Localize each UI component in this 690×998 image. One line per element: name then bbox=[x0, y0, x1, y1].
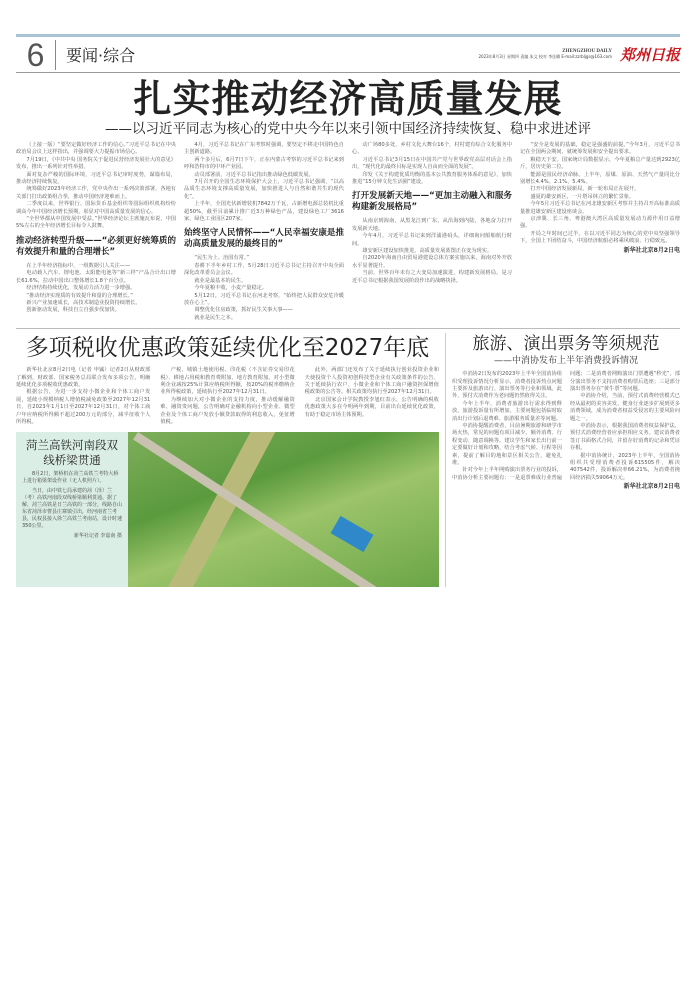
paragraph: 自2020年海南自由贸易港建设总体方案实施以来，海南对外开放水平显著提升。 bbox=[352, 255, 512, 269]
tax-headline: 多项税收优惠政策延续优化至2027年底 bbox=[25, 335, 430, 362]
article-column-3 bbox=[352, 142, 512, 322]
section-title: 要闻·综合 bbox=[66, 46, 136, 65]
paragraph: 两个多月后，6月7日下午，正在内蒙古考察的习近平总书记来到呼和浩特市的中环产业园。 bbox=[184, 156, 344, 171]
paragraph: 面对复杂严峻的国际环境，习近平总书记审时度势，谋篇布局，推动经济持续恢复。 bbox=[16, 171, 176, 186]
paragraph: “全世界都从中国发展中受益。”世界经济论坛主席施瓦布说，中国5%左右的全年经济增长目标令人鼓舞。 bbox=[16, 216, 176, 230]
paragraph: 今年5月习近平总书记在河北雄安新区考察并主持召开高标准高质量推进雄安新区建设座谈会。 bbox=[520, 201, 680, 215]
paragraph: 北京国家会计学院教授李旭红表示，公告明确的税收优惠政策大多在今明两年到期，目前出台延续优化政策，有助于稳定市场主体预期。 bbox=[304, 396, 439, 418]
paragraph: 从南京到海南，从黑龙江到广东，从沿海到内陆，各地奋力打开发展新天地。 bbox=[352, 218, 512, 232]
paragraph: 雄安新区建设加快推进，高质量发展蓝图正在变为现实。 bbox=[362, 248, 493, 255]
paragraph: 当日，由中铁七局承建的菏（泽）兰（考）高铁河南段双线桥梁顺利贯通。据了解，菏兰高铁是日兰高铁的一部分，线路自山东省菏泽市曹县庄寨镇引出，经河南省兰考县，民权县接入徐兰高铁兰考南站，设计时速350公里。 bbox=[22, 488, 123, 530]
lower-section bbox=[16, 333, 680, 587]
paragraph: 打开中国经济发展新局，新一轮布局正在展开。 bbox=[530, 186, 640, 193]
paragraph: 7月召开的全国生态环境保护大会上，习近平总书记强调，“以高品质生态环境支撑高质量发展，加快推进人与自然和谐共生的现代化”。 bbox=[184, 179, 344, 200]
article-column-4 bbox=[520, 142, 680, 322]
paragraph: 5月12日，习近平总书记在河北考察，“始终把人民群众安危冷暖放在心上”。 bbox=[184, 292, 344, 306]
paragraph: 盛夏的雄安新区，一片塔吊林立的繁忙景象。 bbox=[530, 193, 635, 200]
paragraph: “民生为上、治国有常。” bbox=[194, 255, 250, 262]
paragraph: 中消协提醒消费者，目前暑期旅游和研学市场火热，常见的问题有项目减少、额外消费、行程变动、随意调换等。建议学生和家长出行前一定要做好计划和攻略，结合考虑气候、行程等因素，提前了解目的地和景区相关公告，避免扎堆。 bbox=[452, 422, 562, 466]
paragraph: 动广场80多处，乡村文化大舞台16个，村村建有综合文化服务中心。 bbox=[352, 142, 512, 156]
paragraph: 就业是最基本的民生。 bbox=[194, 277, 247, 284]
paragraph: 能源是国民经济命脉。上半年，原煤、原油、天然气产量同比分别增长4.4%、2.1%、5.4%。 bbox=[520, 171, 680, 186]
paragraph: 根据公告，为进一步支持小微企业和个体工商户发展，延续小规模纳税人增值税减免政策至2027年12月31日，自2023年1月1日至2027年12月31日，对个体工商户年应纳税所得额不超过200万元的部分，减半征收个人所得税。 bbox=[16, 389, 151, 425]
consumer-article-body bbox=[452, 371, 680, 482]
paragraph: 中消协表示，根据我国消费者权益保护法，预付式消费经营者应承担相应义务。建议消费者签订书面格式合同，并留存好消费的记录和凭证存根。 bbox=[570, 422, 680, 452]
main-subtitle: ——以习近平同志为核心的党中央今年以来引领中国经济持续恢复、稳中求进述评 bbox=[105, 121, 591, 137]
paragraph: （上接一版）“要坚定做好经济工作的信心。”习近平总书记在中央政治局会议上这样指出，并强调要大力提振市场信心。 bbox=[16, 142, 176, 156]
paragraph: 春耕下半年乡村工作，5月28日习近平总书记主持召开中央全面深化改革委员会会议。 bbox=[184, 262, 344, 277]
paragraph: 二季度以来，世界银行、国际货币基金组织等国际组织机构纷纷调高今年中国经济增长预期，彰显对中国高质量发展的信心。 bbox=[16, 201, 176, 215]
paragraph: 据中消协统计，2023年上半年，全国消协组织共受理消费者投诉615505件，解决407542件，投诉解决率66.21%，为消费者挽回经济损失59064万元。 bbox=[570, 452, 680, 481]
photo-feature bbox=[16, 432, 439, 587]
consumer-article bbox=[452, 333, 680, 587]
article-signoff: 新华社北京8月2日电 bbox=[623, 246, 680, 254]
article-subheading: 打开发展新天地——“更加主动融入和服务构建新发展格局” bbox=[352, 191, 512, 213]
main-article bbox=[16, 142, 680, 322]
paragraph: 就业是民生之本。 bbox=[194, 314, 236, 321]
edition-meta bbox=[479, 49, 612, 60]
paragraph: 粮稳天下安。国家统计局数据显示，今年夏粮总产量达到2923亿斤，居历史第二位。 bbox=[520, 156, 680, 171]
tax-article-body bbox=[16, 367, 439, 426]
paragraph: 今年夏粮丰收，小麦产量稳定。 bbox=[194, 285, 268, 292]
article-column-1 bbox=[16, 142, 176, 322]
paragraph: 7月19日，《中共中央 国务院关于促进民营经济发展壮大的意见》发布，推出一系列针对性举措。 bbox=[16, 156, 176, 171]
paragraph: 今年4月，习近平总书记来到洋浦港码头，详细询问船舶航行时间。 bbox=[352, 233, 512, 247]
article-subheading: 始终坚守人民情怀——“人民幸福安康是推动高质量发展的最终目的” bbox=[184, 228, 344, 250]
consumer-signoff: 新华社北京8月2日电 bbox=[623, 483, 680, 491]
paragraph: 经济结构持续优化，发展动力活力进一步增强。 bbox=[26, 285, 136, 292]
paragraph: 新华社北京8月2日电（记者 申铖）记者2日从财政部了解到，财政部、国家税务总局联合发布多项公告，明确延续优化多项税收优惠政策。 bbox=[16, 367, 151, 388]
paragraph: 产税、城镇土地使用税、印花税（不含证券交易印花税）、耕地占用税和教育费附加、地方教育附加。对小型微利企业减按25%计算应纳税所得额，按20%的税率缴纳企业所得税政策，延续执行至2027年12月31日。 bbox=[160, 367, 295, 396]
paragraph: 习近平总书记3月15日在中国共产党与世界政党高层对话会上指出，“现代化的最终目标是实现人自由而全面的发展”。 bbox=[352, 156, 512, 171]
column-divider bbox=[445, 333, 446, 587]
photo-caption-box bbox=[16, 432, 128, 587]
article-subheading: 推动经济转型升级——“必须更好统筹质的有效提升和量的合理增长” bbox=[16, 235, 176, 257]
edition-info: 2023年8月3日 星期四 责编 朱文 校对 李佳璐 E-mail:zzrbljgs@163.com bbox=[478, 54, 612, 59]
paragraph: 今年上半年，消费者旅游出行需求得到释放，旅游投诉量有所增加，主要问题包括临时取消出行计划后退费难、旅游服务质量差等问题。 bbox=[452, 400, 562, 422]
photo-crane bbox=[331, 516, 374, 552]
paragraph: 印发《关于构建优质均衡的基本公共教育服务体系的意见》，加快推进“15分钟文化生活圈”建设。 bbox=[352, 171, 512, 186]
paragraph: 动员部署前，习近平总书记指出推动绿色低碳发展。 bbox=[194, 171, 314, 178]
section-divider bbox=[16, 328, 680, 329]
consumer-headline: 旅游、演出票务等须规范 bbox=[472, 334, 660, 355]
paragraph: 为继续加大对小微企业的支持力度，推动缓解融资难、融资贵问题，公告明确对金融机构向小型企业、微型企业及个体工商户发放小额贷款取得的利息收入，免征增值税。 bbox=[160, 396, 295, 425]
page-header bbox=[16, 37, 680, 73]
paragraph: 针对今年上半年网购演出票务行业的投诉，中消协分析主要问题有：一是退票难成行业普遍问题；二是消费者网购演出门票遭遇“秒光”，部分演出票务不支持消费者购票后选座；三是部分演出票务存在“黄牛票”等问题。 bbox=[452, 371, 680, 481]
paragraph: “安全是发展的基础，稳定是强盛的前提。”今年3月，习近平总书记在全国两会期间，就统筹发展和安全提出要求。 bbox=[520, 142, 680, 156]
paragraph: 此外，两部门还发布了关于延续执行创业投资企业和天使投资个人投资初创科技型企业有关政策条件的公告、关于延续执行农户、小微企业和个体工商户融资担保增值税政策的公告等。相关政策均执行至2027年12月31日。 bbox=[304, 367, 439, 396]
paragraph: 开局之年时间已过半。在以习近平同志为核心的党中央坚强领导下，全国上下团结奋斗，中国经济航船必将乘风破浪、行稳致远。 bbox=[520, 230, 680, 245]
photo-credit: 新华社记者 李嘉南 摄 bbox=[73, 533, 122, 540]
paragraph: 中消协2日发布的2023年上半年全国消协组织受理投诉情况分析显示，消费者投诉热点问题主要涉及旅游出行、演出票务等行业和领域。此外，预付式消费作为老问题仍然值得关注。 bbox=[452, 371, 562, 400]
paragraph: 4月，习近平总书记在广东考察时强调，要坚定不移走中国特色自主创新道路。 bbox=[184, 142, 344, 156]
paragraph: 新兴产业加速成长，高技术制造业投资持续增长。 bbox=[26, 299, 141, 306]
paragraph: “推动经济实现质的有效提升和量的合理增长。” bbox=[26, 292, 133, 299]
paragraph: 调整优化住房政策，抓好民生关事大事—— bbox=[194, 307, 293, 314]
newspaper-logo: 郑州日报 bbox=[619, 46, 680, 64]
paragraph: 创新驱动发展，科技自立自强步伐加快。 bbox=[26, 307, 120, 314]
page-number: 6 bbox=[16, 40, 56, 70]
bridge-photo bbox=[128, 432, 439, 587]
paragraph: 中消协介绍，当前，预付式消费经营模式已经从最初的美容美发、健身行业逐步扩展到更多消费领域，成为消费者权益受侵害的主要风险问题之一。 bbox=[570, 393, 680, 422]
paper-english-name: ZHENGZHOU DAILY bbox=[562, 49, 612, 54]
tax-article bbox=[16, 333, 439, 587]
paragraph: 电动载人汽车、锂电池、太阳能电池等“新三样”产品合计出口增长61.6%，拉动中国出口整体增长1.8个百分点。 bbox=[16, 270, 176, 284]
paragraph: 统筹做好2023年经济工作，党中央作出一系列决策部署，各地有关部门打出政策组合拳，推动中国经济迎难而上。 bbox=[16, 186, 176, 200]
paragraph: 当前，世界百年未有之大变局加速演进，构建新发展格局，是习近平总书记根据我国发展阶段作出的战略抉择。 bbox=[352, 270, 512, 284]
consumer-subtitle: ——中消协发布上半年消费投诉情况 bbox=[493, 356, 638, 367]
photo-title: 菏兰高铁河南段双线桥梁贯通 bbox=[26, 438, 118, 468]
main-headline: 扎实推动经济高质量发展 bbox=[133, 77, 563, 121]
paragraph: 上半年，全国光伏新增装机7842万千瓦，占新增电源总装机比重超50%，截至目前累计推广近3万种绿色产品，建设绿色工厂3616家，绿色工业园区207家。 bbox=[184, 201, 344, 223]
paragraph: 8月2日，架桥机在菏兰高铁兰考特大桥上进行箱梁架设作业（无人机照片）。 bbox=[22, 471, 119, 485]
paragraph: 在上半年经济指标中，一组数据引人关注—— bbox=[26, 262, 131, 269]
article-column-2 bbox=[184, 142, 344, 322]
paragraph: 京津冀、长三角、粤港澳大湾区高质量发展动力源作用日益增强。 bbox=[520, 216, 680, 230]
